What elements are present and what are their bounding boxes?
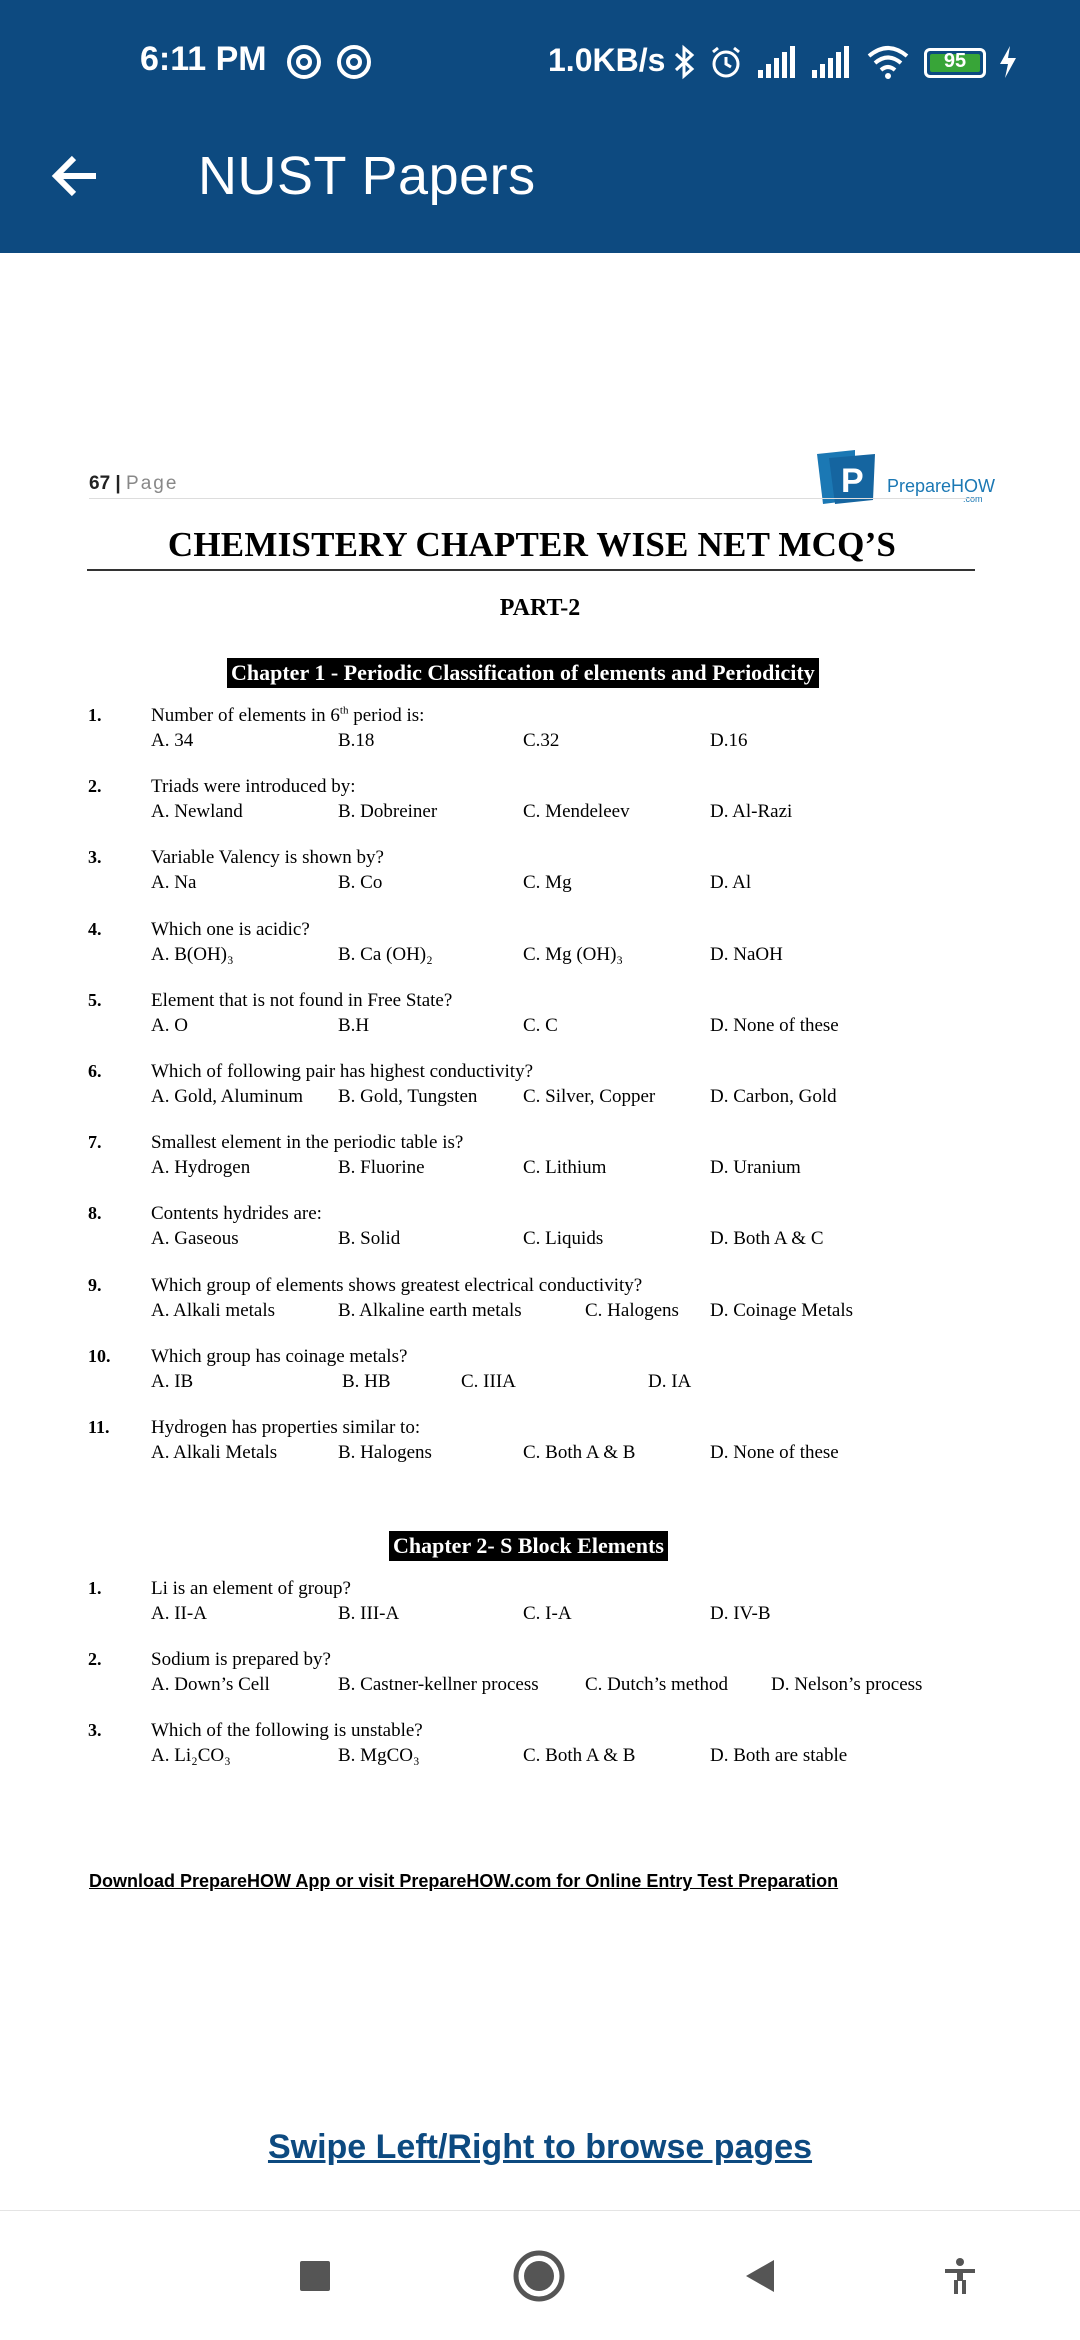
answer-option: D. IA bbox=[648, 1370, 692, 1392]
svg-text:P: P bbox=[841, 462, 864, 500]
answer-option: A. IB bbox=[151, 1370, 194, 1392]
question-number: 1. bbox=[88, 1578, 102, 1598]
app-header bbox=[0, 0, 1080, 253]
answer-option: B. III-A bbox=[338, 1603, 400, 1624]
question-text: Smallest element in the periodic table is? bbox=[151, 1132, 464, 1154]
battery-icon bbox=[924, 48, 986, 78]
signal-icon bbox=[810, 44, 850, 80]
title-underline bbox=[87, 569, 975, 571]
header-divider bbox=[89, 498, 975, 499]
question-item bbox=[0, 1417, 1080, 1477]
question-item bbox=[0, 776, 1080, 836]
question-item bbox=[0, 1649, 1080, 1709]
document-title: CHEMISTERY CHAPTER WISE NET MCQ’S bbox=[167, 525, 897, 564]
answer-option: B. Halogens bbox=[338, 1442, 432, 1463]
question-number: 11. bbox=[88, 1417, 110, 1437]
question-item bbox=[0, 919, 1080, 979]
answer-option: D. None of these bbox=[710, 1442, 839, 1463]
answer-option: B. Alkaline earth metals bbox=[338, 1299, 522, 1321]
accessibility-icon bbox=[940, 2256, 980, 2296]
at-icon bbox=[286, 44, 322, 80]
page-number: 67 | Page bbox=[89, 473, 179, 494]
swipe-hint-link[interactable]: Swipe Left/Right to browse pages bbox=[267, 2128, 813, 2166]
signal-icon bbox=[756, 44, 796, 80]
answer-option: B. HB bbox=[342, 1370, 391, 1392]
wifi-icon bbox=[866, 44, 910, 80]
question-text: Li is an element of group? bbox=[151, 1578, 351, 1599]
answer-option: A. Hydrogen bbox=[151, 1157, 251, 1179]
question-number: 10. bbox=[88, 1345, 111, 1366]
answer-option: B. Castner-kellner process bbox=[338, 1674, 539, 1696]
question-text: Variable Valency is shown by? bbox=[151, 847, 384, 869]
answer-option: C. IIIA bbox=[461, 1370, 516, 1392]
answer-option: C. Both A & B bbox=[523, 1745, 636, 1767]
answer-option: A. Na bbox=[151, 872, 197, 894]
answer-option: A. Alkali Metals bbox=[151, 1442, 278, 1463]
question-number: 8. bbox=[88, 1203, 102, 1224]
chapter-heading: Chapter 1 - Periodic Classification of elements and Periodicity bbox=[227, 658, 819, 688]
question-number: 3. bbox=[88, 847, 102, 868]
answer-option: A. B(OH)₃ bbox=[151, 943, 234, 965]
answer-option: D. Carbon, Gold bbox=[710, 1086, 837, 1107]
question-text: Which of the following is unstable? bbox=[151, 1720, 423, 1742]
recents-button[interactable] bbox=[280, 2241, 350, 2311]
answer-option: C. Halogens bbox=[585, 1299, 679, 1321]
answer-option: B. Co bbox=[338, 872, 383, 894]
question-item bbox=[0, 1275, 1080, 1335]
answer-option: D. IV-B bbox=[710, 1603, 771, 1624]
question-item bbox=[0, 1578, 1080, 1638]
question-number: 1. bbox=[88, 705, 102, 725]
arrow-left-icon bbox=[50, 150, 102, 202]
question-text: Element that is not found in Free State? bbox=[151, 989, 453, 1011]
answer-option: A. Alkali metals bbox=[151, 1299, 276, 1321]
back-nav-button[interactable] bbox=[725, 2241, 795, 2311]
at-icon bbox=[336, 44, 372, 80]
answer-option: D. Al bbox=[710, 872, 752, 894]
system-nav-bar bbox=[0, 2211, 1080, 2340]
answer-option: B.18 bbox=[338, 730, 375, 751]
question-number: 2. bbox=[88, 776, 102, 797]
answer-option: D. Coinage Metals bbox=[710, 1299, 854, 1321]
answer-option: A. 34 bbox=[151, 730, 194, 751]
answer-option: C. Lithium bbox=[523, 1157, 607, 1179]
answer-option: C. Both A & B bbox=[523, 1442, 636, 1463]
answer-option: C. Mendeleev bbox=[523, 801, 630, 823]
status-bar bbox=[0, 0, 1080, 126]
answer-option: A. Newland bbox=[151, 801, 243, 823]
answer-option: B. Fluorine bbox=[338, 1157, 425, 1179]
answer-option: C. Mg (OH)₃ bbox=[523, 943, 624, 965]
answer-option: B. Gold, Tungsten bbox=[338, 1086, 478, 1107]
back-button[interactable] bbox=[40, 140, 112, 212]
answer-option: B. Ca (OH)₂ bbox=[338, 943, 433, 965]
question-text: Number of elements in 6th period is: bbox=[151, 704, 425, 726]
answer-option: A. II-A bbox=[151, 1603, 207, 1624]
answer-option: B. Solid bbox=[338, 1228, 401, 1250]
question-text: Which group of elements shows greatest electrical conductivity? bbox=[151, 1274, 643, 1296]
answer-option: C.32 bbox=[523, 730, 560, 751]
home-button[interactable] bbox=[504, 2241, 574, 2311]
answer-option: A. Gold, Aluminum bbox=[151, 1086, 304, 1107]
question-item bbox=[0, 1720, 1080, 1780]
question-number: 9. bbox=[88, 1274, 102, 1295]
status-time: 6:11 PM bbox=[140, 40, 267, 78]
answer-option: B. MgCO₃ bbox=[338, 1745, 420, 1767]
home-circle-icon bbox=[511, 2248, 567, 2304]
part-heading: PART-2 bbox=[499, 595, 581, 621]
answer-option: D. NaOH bbox=[710, 943, 783, 965]
question-number: 5. bbox=[88, 989, 102, 1010]
question-text: Which one is acidic? bbox=[151, 918, 310, 940]
accessibility-button[interactable] bbox=[925, 2241, 995, 2311]
question-text: Sodium is prepared by? bbox=[151, 1649, 331, 1671]
question-item bbox=[0, 1061, 1080, 1121]
answer-option: D. Nelson’s process bbox=[771, 1674, 923, 1696]
answer-option: C. I-A bbox=[523, 1603, 572, 1624]
answer-option: C. C bbox=[523, 1014, 558, 1036]
answer-option: C. Dutch’s method bbox=[585, 1674, 729, 1696]
battery-level: 95 bbox=[943, 50, 967, 72]
document-page[interactable] bbox=[0, 253, 1080, 2203]
question-item bbox=[0, 1203, 1080, 1263]
question-number: 2. bbox=[88, 1649, 102, 1670]
question-item bbox=[0, 847, 1080, 907]
question-number: 7. bbox=[88, 1132, 102, 1153]
question-text: Triads were introduced by: bbox=[151, 776, 356, 798]
download-footer-link[interactable]: Download PrepareHOW App or visit PrepareHOW.com for Online Entry Test Preparation bbox=[89, 1871, 839, 1891]
question-text: Contents hydrides are: bbox=[151, 1203, 322, 1225]
question-item bbox=[0, 1346, 1080, 1406]
answer-option: B.H bbox=[338, 1014, 370, 1036]
answer-option: A. Down’s Cell bbox=[151, 1674, 270, 1696]
recents-square-icon bbox=[295, 2256, 335, 2296]
question-item bbox=[0, 1132, 1080, 1192]
answer-option: D.16 bbox=[710, 730, 748, 751]
answer-option: C. Liquids bbox=[523, 1228, 604, 1250]
back-triangle-icon bbox=[740, 2256, 780, 2296]
answer-option: A. O bbox=[151, 1014, 188, 1036]
answer-option: D. Al-Razi bbox=[710, 801, 793, 823]
preparehow-logo: P PrepareHOW .com bbox=[815, 448, 995, 508]
preparehow-logo-icon bbox=[815, 448, 885, 508]
answer-option: D. Both A & C bbox=[710, 1228, 824, 1250]
alarm-icon bbox=[708, 44, 744, 80]
network-speed: 1.0KB/s bbox=[548, 42, 666, 78]
bluetooth-icon bbox=[666, 44, 702, 80]
answer-option: A. Gaseous bbox=[151, 1228, 239, 1250]
question-number: 3. bbox=[88, 1720, 102, 1741]
answer-option: D. Both are stable bbox=[710, 1745, 848, 1767]
question-text: Which of following pair has highest conductivity? bbox=[151, 1061, 534, 1082]
answer-option: A. Li₂CO₃ bbox=[151, 1745, 231, 1767]
question-text: Which group has coinage metals? bbox=[151, 1345, 408, 1367]
charging-icon bbox=[996, 44, 1020, 80]
answer-option: C. Silver, Copper bbox=[523, 1086, 656, 1107]
chapter-heading: Chapter 2- S Block Elements bbox=[389, 1531, 668, 1561]
question-text: Hydrogen has properties similar to: bbox=[151, 1417, 421, 1438]
answer-option: D. None of these bbox=[710, 1014, 839, 1036]
answer-option: B. Dobreiner bbox=[338, 801, 438, 823]
page-title: NUST Papers bbox=[198, 146, 536, 206]
answer-option: D. Uranium bbox=[710, 1157, 801, 1179]
question-item bbox=[0, 705, 1080, 765]
question-number: 6. bbox=[88, 1061, 102, 1081]
question-item bbox=[0, 990, 1080, 1050]
answer-option: C. Mg bbox=[523, 872, 572, 894]
question-number: 4. bbox=[88, 918, 102, 939]
